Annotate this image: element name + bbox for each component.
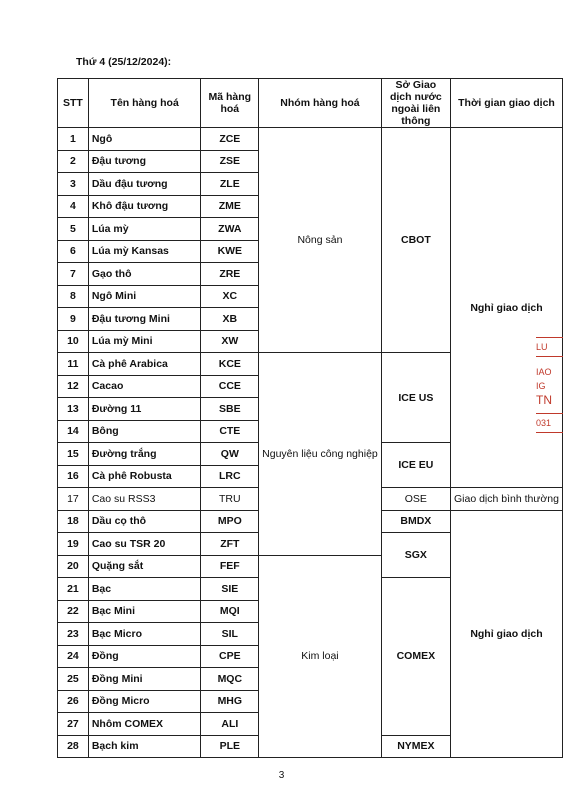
row-name: Đậu tương <box>88 150 201 173</box>
row-name: Lúa mỳ Kansas <box>88 240 201 263</box>
row-stt: 26 <box>58 690 89 713</box>
row-code: ALI <box>201 713 259 736</box>
row-code: SIE <box>201 578 259 601</box>
exchange-bmdx: BMDX <box>381 510 450 533</box>
row-name: Lúa mỳ Mini <box>88 330 201 353</box>
group-metal: Kim loại <box>259 555 382 758</box>
stamp-text: TN <box>536 393 552 407</box>
row-name: Gạo thô <box>88 263 201 286</box>
row-code: MQI <box>201 600 259 623</box>
stamp-text: IG <box>536 381 546 391</box>
row-code: SIL <box>201 623 259 646</box>
page-number: 3 <box>278 770 285 781</box>
row-stt: 1 <box>58 128 89 151</box>
row-stt: 22 <box>58 600 89 623</box>
row-stt: 7 <box>58 263 89 286</box>
stamp-text: LU <box>536 342 548 352</box>
row-name: Cao su RSS3 <box>88 488 201 511</box>
row-stt: 16 <box>58 465 89 488</box>
exchange-sgx: SGX <box>381 533 450 578</box>
row-stt: 4 <box>58 195 89 218</box>
exchange-cbot: CBOT <box>381 128 450 353</box>
header-code: Mã hàng hoá <box>201 79 259 128</box>
row-code: ZCE <box>201 128 259 151</box>
row-stt: 9 <box>58 308 89 331</box>
row-code: XB <box>201 308 259 331</box>
row-stt: 5 <box>58 218 89 241</box>
row-code: CTE <box>201 420 259 443</box>
row-code: KWE <box>201 240 259 263</box>
row-stt: 13 <box>58 398 89 421</box>
row-code: MPO <box>201 510 259 533</box>
row-code: LRC <box>201 465 259 488</box>
exchange-ice-eu: ICE EU <box>381 443 450 488</box>
row-name: Đồng <box>88 645 201 668</box>
row-stt: 24 <box>58 645 89 668</box>
row-code: CPE <box>201 645 259 668</box>
row-name: Dầu cọ thô <box>88 510 201 533</box>
row-stt: 18 <box>58 510 89 533</box>
row-stt: 2 <box>58 150 89 173</box>
exchange-ice-us: ICE US <box>381 353 450 443</box>
row-name: Nhôm COMEX <box>88 713 201 736</box>
row-stt: 10 <box>58 330 89 353</box>
section-heading: Thứ 4 (25/12/2024): <box>76 56 172 68</box>
row-name: Ngô Mini <box>88 285 201 308</box>
row-code: ZWA <box>201 218 259 241</box>
row-stt: 19 <box>58 533 89 556</box>
stamp-text: 031 <box>536 418 552 428</box>
row-code: PLE <box>201 735 259 758</box>
row-name: Bạc <box>88 578 201 601</box>
red-stamp-fragment <box>536 335 563 455</box>
row-name: Dầu đậu tương <box>88 173 201 196</box>
row-name: Ngô <box>88 128 201 151</box>
row-name: Lúa mỳ <box>88 218 201 241</box>
row-stt: 27 <box>58 713 89 736</box>
row-stt: 8 <box>58 285 89 308</box>
row-name: Khô đậu tương <box>88 195 201 218</box>
header-exchange: Sở Giao dịch nước ngoài liên thông <box>381 79 450 128</box>
row-stt: 3 <box>58 173 89 196</box>
row-code: TRU <box>201 488 259 511</box>
row-name: Cao su TSR 20 <box>88 533 201 556</box>
trading-schedule-table <box>57 78 563 758</box>
row-code: MQC <box>201 668 259 691</box>
row-stt: 11 <box>58 353 89 376</box>
row-stt: 25 <box>58 668 89 691</box>
header-stt: STT <box>58 79 89 128</box>
row-code: XC <box>201 285 259 308</box>
row-code: ZFT <box>201 533 259 556</box>
stamp-rule <box>536 337 563 338</box>
time-closed-1: Nghỉ giao dịch <box>450 128 562 488</box>
stamp-rule <box>536 432 563 433</box>
group-industrial: Nguyên liệu công nghiệp <box>259 353 382 556</box>
row-code: QW <box>201 443 259 466</box>
header-time: Thời gian giao dịch <box>450 79 562 128</box>
exchange-nymex: NYMEX <box>381 735 450 758</box>
exchange-comex: COMEX <box>381 578 450 736</box>
table-header-row <box>58 79 563 128</box>
row-name: Bạc Mini <box>88 600 201 623</box>
row-code: FEF <box>201 555 259 578</box>
header-group: Nhóm hàng hoá <box>259 79 382 128</box>
row-stt: 20 <box>58 555 89 578</box>
time-normal: Giao dịch bình thường <box>450 488 562 511</box>
row-name: Bạch kim <box>88 735 201 758</box>
row-name: Bạc Micro <box>88 623 201 646</box>
stamp-rule <box>536 356 563 357</box>
group-agri: Nông sản <box>259 128 382 353</box>
exchange-ose: OSE <box>381 488 450 511</box>
row-name: Đường 11 <box>88 398 201 421</box>
row-stt: 12 <box>58 375 89 398</box>
row-name: Bông <box>88 420 201 443</box>
row-code: MHG <box>201 690 259 713</box>
stamp-text: IAO <box>536 367 552 377</box>
row-code: KCE <box>201 353 259 376</box>
row-code: XW <box>201 330 259 353</box>
row-stt: 14 <box>58 420 89 443</box>
time-closed-2: Nghỉ giao dịch <box>450 510 562 758</box>
row-name: Đậu tương Mini <box>88 308 201 331</box>
row-name: Đường trắng <box>88 443 201 466</box>
row-name: Đồng Micro <box>88 690 201 713</box>
header-name: Tên hàng hoá <box>88 79 201 128</box>
row-stt: 23 <box>58 623 89 646</box>
row-name: Đồng Mini <box>88 668 201 691</box>
row-stt: 6 <box>58 240 89 263</box>
row-name: Cà phê Robusta <box>88 465 201 488</box>
row-code: CCE <box>201 375 259 398</box>
stamp-rule <box>536 413 563 414</box>
row-stt: 15 <box>58 443 89 466</box>
row-stt: 28 <box>58 735 89 758</box>
row-code: SBE <box>201 398 259 421</box>
row-name: Cacao <box>88 375 201 398</box>
row-code: ZRE <box>201 263 259 286</box>
row-name: Cà phê Arabica <box>88 353 201 376</box>
row-name: Quặng sắt <box>88 555 201 578</box>
row-code: ZME <box>201 195 259 218</box>
table-row <box>58 128 563 151</box>
row-stt: 17 <box>58 488 89 511</box>
row-stt: 21 <box>58 578 89 601</box>
row-code: ZSE <box>201 150 259 173</box>
row-code: ZLE <box>201 173 259 196</box>
